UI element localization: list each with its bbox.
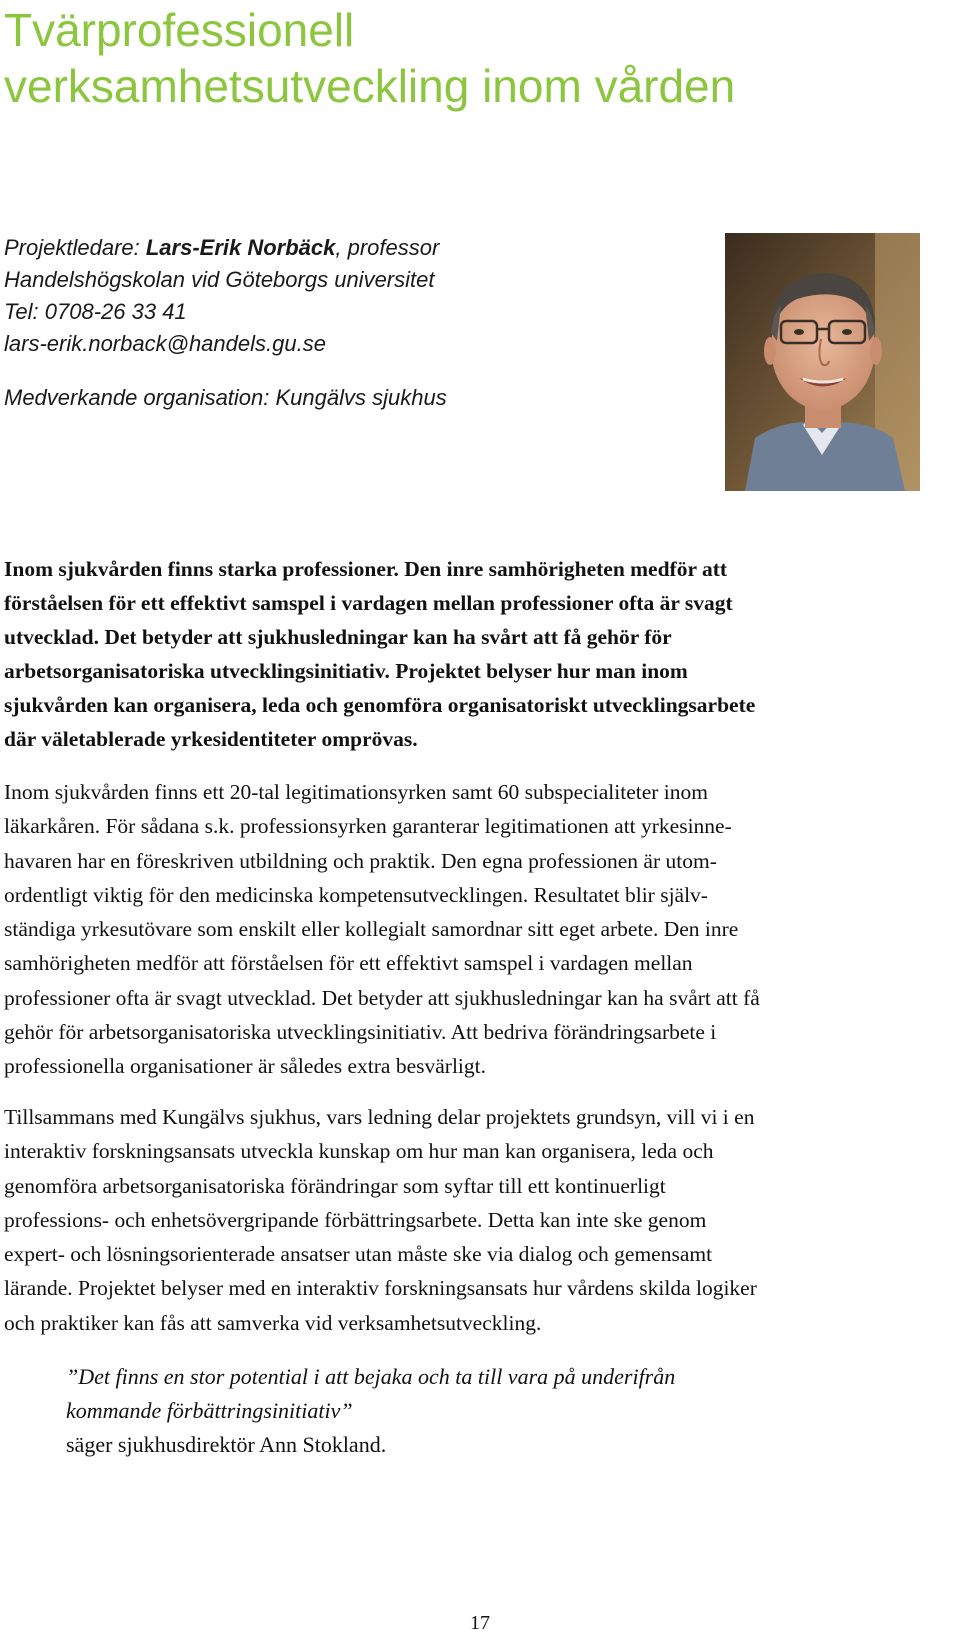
lead-line: Inom sjukvården finns starka professioner. Den inre samhörigheten medför att <box>4 557 728 581</box>
title-line-2: verksamhetsutveckling inom vården <box>4 60 736 112</box>
paragraph-line: samhörigheten medför att förståelsen för ett effektivt samspel i vardagen mellan <box>4 951 693 976</box>
lead-line: arbetsorganisatoriska utvecklingsinitiativ. Projektet belyser hur man inom <box>4 659 688 683</box>
lead-line: utvecklad. Det betyder att sjukhusledningar kan ha svårt att få gehör för <box>4 625 672 649</box>
project-leader-line <box>4 232 654 264</box>
institution: Handelshögskolan vid Göteborgs universitet <box>4 267 435 292</box>
portrait-illustration <box>725 233 920 491</box>
paragraph-line: expert- och lösningsorienterade ansatser utan måste ske via dialog och gemensamt <box>4 1242 713 1267</box>
paragraph-line: Tillsammans med Kungälvs sjukhus, vars ledning delar projektets grundsyn, vill vi i en <box>4 1105 755 1129</box>
portrait-photo <box>725 233 920 491</box>
paragraph-line: läkarkåren. För sådana s.k. professionsyrken garanterar legitimationen att yrkesinne- <box>4 814 732 839</box>
paragraph-line: Inom sjukvården finns ett 20-tal legitimationsyrken samt 60 subspecialiteter inom <box>4 780 708 804</box>
paragraph-line: ständiga yrkesutövare som enskilt eller kollegialt samordnar sitt eget arbete. Den inre <box>4 917 739 942</box>
leader-role: , professor <box>335 235 440 260</box>
phone-number: Tel: 0708-26 33 41 <box>4 299 187 324</box>
lead-line: sjukvården kan organisera, leda och genomföra organisatoriskt utvecklingsarbete <box>4 693 756 717</box>
paragraph-line: professionella organisationer är således extra besvärligt. <box>4 1054 486 1079</box>
project-info <box>4 232 654 414</box>
page-title <box>4 2 954 114</box>
paragraph-line: och praktiker kan fås att samverka vid verksamhetsutveckling. <box>4 1310 542 1335</box>
title-line-1: Tvärprofessionell <box>4 4 355 56</box>
leader-label: Projektledare: <box>4 235 146 260</box>
quote-line-1: ”Det finns en stor potential i att bejaka och ta till vara på underifrån <box>66 1364 676 1389</box>
participating-organisation: Medverkande organisation: Kungälvs sjukhus <box>4 385 447 410</box>
paragraph-line: professioner ofta är svagt utvecklad. Det betyder att sjukhusledningar kan ha svårt att få <box>4 985 760 1010</box>
leader-name: Lars-Erik Norbäck <box>145 235 336 260</box>
paragraph-line: lärande. Projektet belyser med en interaktiv forskningsansats hur vårdens skilda logiker <box>4 1276 757 1301</box>
lead-line: förståelsen för ett effektivt samspel i vardagen mellan professioner ofta är svagt <box>4 591 733 615</box>
paragraph-line: gehör för arbetsorganisatoriska utvecklingsinitiativ. Att bedriva förändringsarbete i <box>4 1020 717 1045</box>
email-address: lars-erik.norback@handels.gu.se <box>4 331 326 356</box>
lead-paragraph <box>4 552 960 756</box>
paragraph-line: havaren har en föreskriven utbildning och praktik. Den egna professionen är utom- <box>4 848 717 873</box>
quote-line-2: kommande förbättringsinitiativ” <box>66 1398 353 1423</box>
paragraph-line: interaktiv forskningsansats utveckla kunskap om hur man kan organisera, leda och <box>4 1139 714 1164</box>
paragraph-line: professions- och enhetsövergripande förbättringsarbete. Detta kan inte ske genom <box>4 1207 707 1232</box>
quote-attribution: säger sjukhusdirektör Ann Stokland. <box>66 1432 387 1457</box>
paragraph-line: genomföra arbetsorganisatoriska förändringar som syftar till ett kontinuerligt <box>4 1173 666 1198</box>
page-number: 17 <box>470 1612 490 1634</box>
paragraph-line: ordentligt viktig för den medicinska kompetensutvecklingen. Resultatet blir själv- <box>4 882 708 907</box>
lead-line: där väletablerade yrkesidentiteter omprövas. <box>4 727 418 751</box>
quote-block <box>66 1360 936 1462</box>
body-paragraph-1 <box>4 775 960 1084</box>
body-paragraph-2 <box>4 1100 960 1340</box>
